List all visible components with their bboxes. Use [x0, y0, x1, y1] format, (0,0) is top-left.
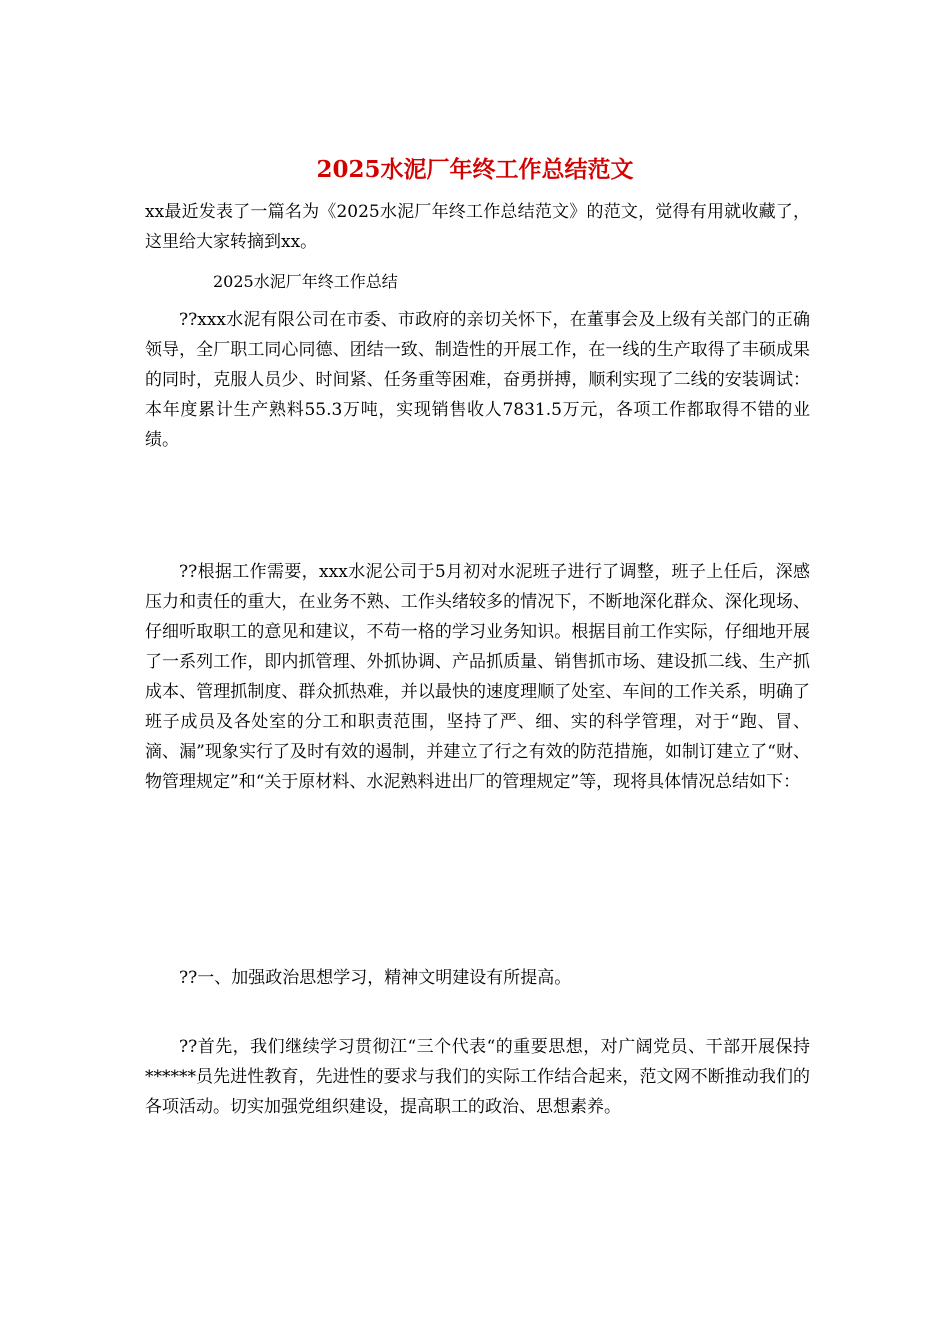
paragraph-2: ??根据工作需要，xxx水泥公司于5月初对水泥班子进行了调整，班子上任后，深感压力和责任的重大，在业务不熟、工作头绪较多的情况下，不断地深化群众、深化现场、仔细听取职工的意见和建议，不苟一格的学习业务知识。根据目前工作实际，仔细地开展了一系列工作，即内抓管理、外抓协调、产品抓质量、销售抓市场、建设抓二线、生产抓成本、管理抓制度、群众抓热难，并以最快的速度理顺了处室、车间的工作关系，明确了班子成员及各处室的分工和职责范围，坚持了严、细、实的科学管理，对于“跑、冒、滴、漏”现象实行了及时有效的遏制，并建立了行之有效的防范措施，如制订建立了“财、物管理规定”和“关于原材料、水泥熟料进出厂的管理规定”等，现将具体情况总结如下：: [145, 562, 810, 792]
paragraph-4: ??首先，我们继续学习贯彻江“三个代表“的重要思想，对广阔党员、干部开展保持******员先进性教育，先进性的要求与我们的实际工作结合起来，范文网不断推动我们的各项活动。切实加强党组织建设，提高职工的政治、思想素养。: [145, 1037, 810, 1117]
paragraph-3: ??一、加强政治思想学习，精神文明建设有所提高。: [179, 968, 572, 988]
intro-paragraph: xx最近发表了一篇名为《2025水泥厂年终工作总结范文》的范文，觉得有用就收藏了，这里给大家转摘到xx。: [145, 202, 810, 252]
document-subtitle: 2025水泥厂年终工作总结: [213, 272, 398, 291]
paragraph-1: ??xxx水泥有限公司在市委、市政府的亲切关怀下，在董事会及上级有关部门的正确领导，全厂职工同心同德、团结一致、制造性的开展工作，在一线的生产取得了丰硕成果的同时，克服人员少、时间紧、任务重等困难，奋勇拼搏，顺利实现了二线的安装调试：本年度累计生产熟料55.3万吨，实现销售收人7831.5万元，各项工作都取得不错的业绩。: [145, 310, 810, 450]
document-title: 2025水泥厂年终工作总结范文: [316, 156, 634, 183]
